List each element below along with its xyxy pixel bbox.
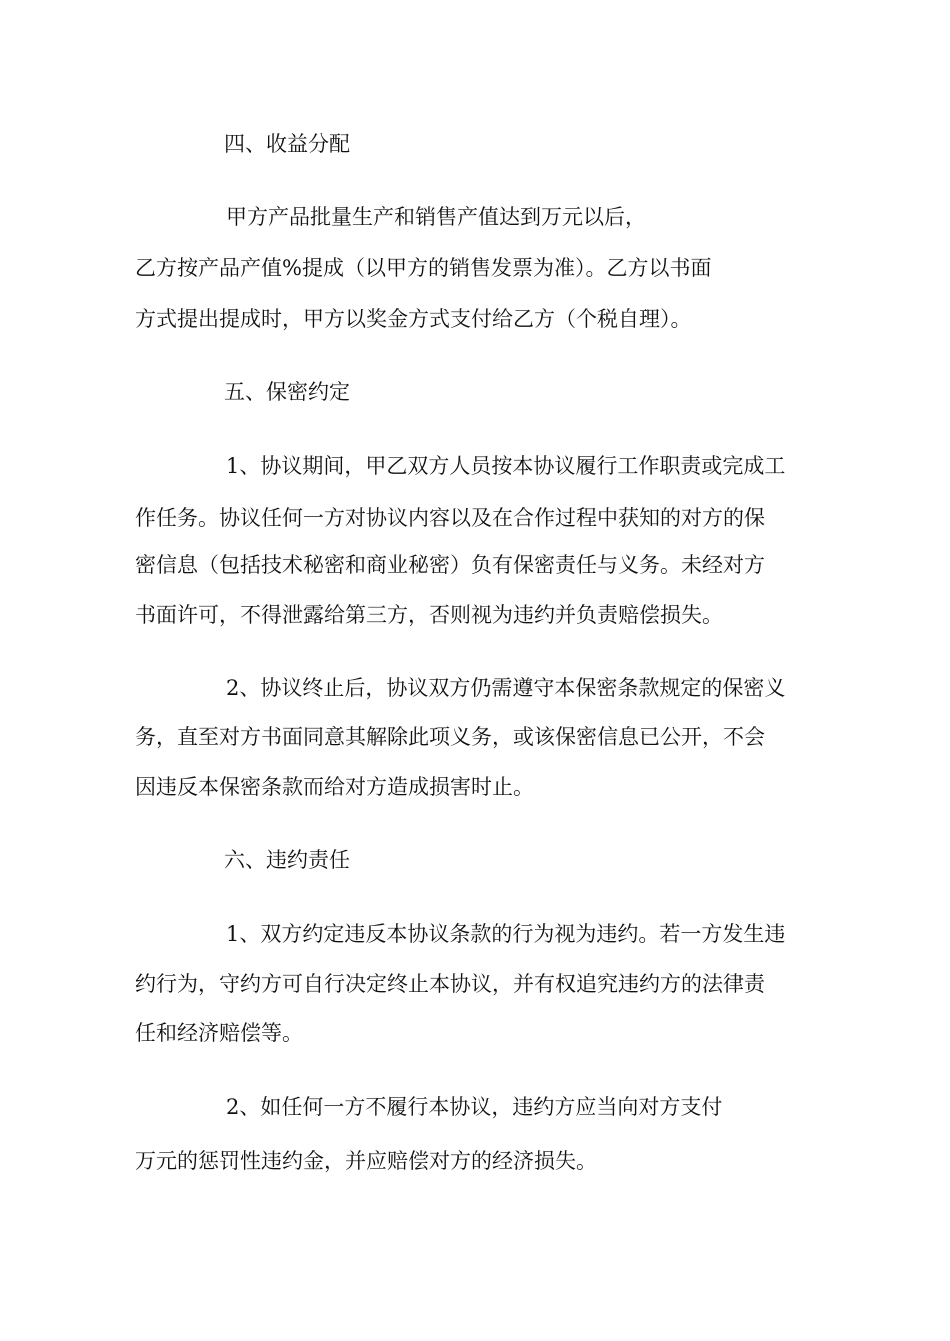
paragraph-line: 甲方产品批量生产和销售产值达到万元以后， <box>226 205 646 229</box>
section-heading-6: 六、违约责任 <box>224 848 350 872</box>
paragraph-line: 务，直至对方书面同意其解除此项义务，或该保密信息已公开，不会 <box>135 725 765 749</box>
paragraph-line: 书面许可，不得泄露给第三方，否则视为违约并负责赔偿损失。 <box>135 603 723 627</box>
paragraph-line: 1、协议期间，甲乙双方人员按本协议履行工作职责或完成工 <box>226 454 786 478</box>
section-heading-5: 五、保密约定 <box>224 380 350 404</box>
section-heading-4: 四、收益分配 <box>224 132 350 156</box>
paragraph-line: 因违反本保密条款而给对方造成损害时止。 <box>135 775 534 799</box>
paragraph-line: 1、双方约定违反本协议条款的行为视为违约。若一方发生违 <box>226 922 786 946</box>
paragraph-line: 2、如任何一方不履行本协议，违约方应当向对方支付 <box>226 1095 723 1119</box>
paragraph-line: 方式提出提成时，甲方以奖金方式支付给乙方（个税自理）。 <box>135 307 692 331</box>
paragraph-line: 任和经济赔偿等。 <box>135 1021 303 1045</box>
paragraph-line: 2、协议终止后，协议双方仍需遵守本保密条款规定的保密义 <box>226 676 786 700</box>
paragraph-line: 密信息（包括技术秘密和商业秘密）负有保密责任与义务。未经对方 <box>135 553 765 577</box>
paragraph-line: 乙方按产品产值%提成（以甲方的销售发票为准）。乙方以书面 <box>135 256 712 280</box>
paragraph-line: 约行为，守约方可自行决定终止本协议，并有权追究违约方的法律责 <box>135 972 765 996</box>
paragraph-line: 万元的惩罚性违约金，并应赔偿对方的经济损失。 <box>135 1149 597 1173</box>
paragraph-line: 作任务。协议任何一方对协议内容以及在合作过程中获知的对方的保 <box>135 506 765 530</box>
